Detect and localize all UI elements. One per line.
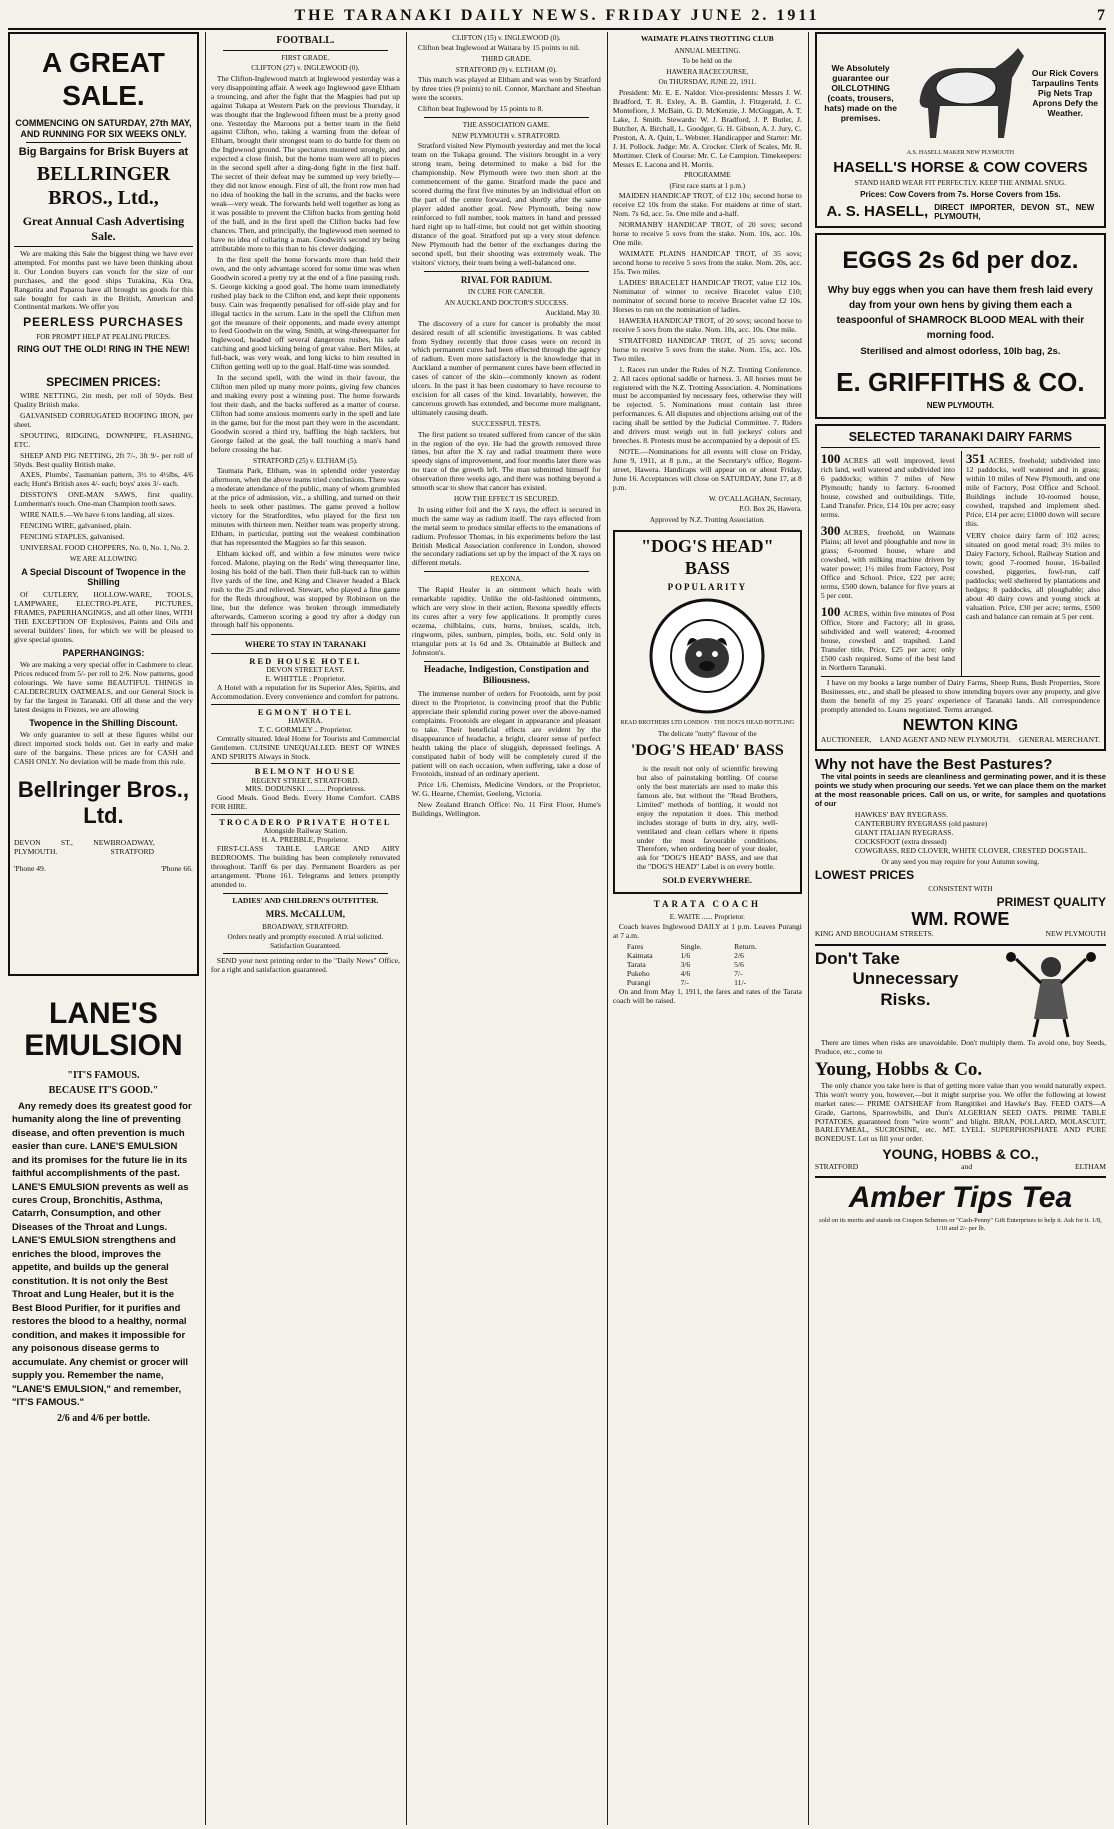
fares-cell: Purangi bbox=[626, 978, 651, 988]
race-item: NORMANBY HANDICAP TROT, of 20 sovs; second horse to receive 5 sovs from the stake. Nom. 10s, acc. 10s. One mile. bbox=[612, 220, 802, 248]
outfitter-address: BROADWAY, STRATFORD. bbox=[262, 922, 349, 931]
successful-tests-heading: SUCCESSFUL TESTS. bbox=[471, 420, 541, 429]
fares-row bbox=[627, 970, 788, 979]
rexona-heading: REXONA. bbox=[490, 575, 523, 584]
fares-cell: 7/- bbox=[680, 978, 689, 988]
young-hobbs-name: Young, Hobbs & Co. bbox=[814, 1059, 983, 1081]
farms-note: I have on my books a large number of Dairy Farms, Sheep Runs, Bush Properties, Store Businesses, etc., and shall be pleased to show intending buyers over any property, and give them the benefit of my 25 years' experience of Taranaki lands. All correspondence promptly attended to. Loans negotiated. Terms arranged. bbox=[820, 678, 1100, 714]
farm-listing bbox=[966, 451, 1100, 529]
radium-body-2: The first patient so treated suffered from cancer of the skin in the region of the eye. He had the growth removed three times, but after the X ray and radial treatment there were speedy signs of improvement, and four months later there was no trace of the growth left. The man submitted himself for observation three weeks ago, and there was nothing beyond a smooth scar to show that cancer has existed. bbox=[411, 429, 601, 493]
twopence-heading: Twopence in the Shilling Discount. bbox=[29, 717, 178, 728]
effect-body: In using either foil and the X rays, the effect is secured in much the same way as radium itself. The rays effected from the metal seem to produce similar effects to the emanations of radium. Professor Thomas, in his experiments before the last British Medical Association conference in London, showed the secondary radiations set up by the impact of the X rays on different metals. bbox=[411, 504, 601, 568]
trotting-officials: President: Mr. E. E. Naldor. Vice-presidents: Messrs J. W. Bradford, T. R. Exley, A. B. Gamlin, J. Fitzgerald, J. C. Montefiore, J. McBain, G. D. McKenzie, J. McGuggan, A. T. Lake, J. Smith. Stewards: W. J. Bradford, J. P. Butler, J. Butcher, A. Birchall, L. Goodger, G. H. Gibson, A. J. Jury, C. Preston, A. A. Quin, L. Webster. Handicapper and Starter: Mr. J. H. Pollock. Judge: Mr. A. Crocker. Clerk of Scales, Mr. R. Mortimer. Clerk of Course: Mr. C. Le Campion. Timekeepers: Messrs E. Lacona and H. Morris. bbox=[612, 87, 802, 169]
address-new-plymouth: DEVON ST., NEW PLYMOUTH. bbox=[14, 838, 111, 857]
bellringer-ad bbox=[8, 32, 199, 976]
trotting-rules: 1. Races run under the Rules of N.Z. Trotting Conference. 2. All races optional saddle or harness. 3. All horses must be registered with the N.Z. Trotting Association. 4. Nominations must be accompanied by necessary fees, otherwise they will be rejected. 5. Nominations must contain last three performances. 6. All disputes and objections arising out of the racing shall be settled by the Judicial Committee. 7. Riders and drivers must weigh out in full jockeys' colors and breeches. 8. Protests must be accompanied by a deposit of £5. bbox=[612, 364, 802, 446]
hotel-address: DEVON STREET EAST. bbox=[266, 664, 345, 674]
bass-ad bbox=[613, 530, 802, 894]
farm-text: ACRES, freehold; subdivided into 12 paddocks, well watered and in grass; within 10 miles of New Plymouth, and one mile of Factory, Post Office and School. Buildings include 10-roomed house, cowshed, trapshed and implement shed. Price, £14 per acre; £1000 down will secure this. bbox=[965, 455, 1100, 528]
coach-body: Coach leaves Inglewood DAILY at 1 p.m. Leaves Purangi at 7 a.m. bbox=[612, 922, 802, 941]
rowe-ad bbox=[815, 756, 1106, 940]
race-item: WAIMATE PLAINS HANDICAP TROT, of 35 sovs; second horse to receive 5 sovs from the stake. Nom. 20s, acc. 15s. Two miles. bbox=[612, 249, 802, 277]
primest-quality: PRIMEST QUALITY bbox=[996, 895, 1106, 910]
fares-cell: 5/6 bbox=[734, 960, 744, 970]
fares-row bbox=[627, 952, 788, 961]
trotting-po-box: P.O. Box 26, Hawera. bbox=[739, 505, 802, 514]
emulsion-name: EMULSION bbox=[24, 1029, 183, 1062]
young-hobbs-ad bbox=[815, 944, 1106, 1171]
hotel-entry bbox=[211, 814, 400, 890]
dogs-head-logo-icon bbox=[647, 596, 767, 716]
phone-new-plymouth: 'Phone 49. bbox=[14, 864, 46, 874]
lanes-body: Any remedy does its greatest good for humanity along the line of preventing disease, and often prevention is much easier than cure. LANE'S EMULSION and its promises for the future lie in its faithful accomplishments of the past. LANE'S EMULSION prevents as well as cures Croup, Bronchitis, Asthma, Catarrh, Consumption, and other Diseases of the Throat and Lungs. LANE'S EMULSION strengthens and enriches the blood, improves the appetite, and builds up the general constitution. It is not only the Best Throat and Lung Healer, but it is the Best Blood Purifier, for it purifies and restores the blood to a healthy, normal condition, and makes it impossible for any poisonous disease germs to accumulate. Any chemist or grocer will supply you. Remember the name, "LANE'S EMULSION," and remember, "IT'S FAMOUS." bbox=[12, 1100, 192, 1409]
seed-list bbox=[815, 811, 1106, 856]
dairy-farms-ad bbox=[815, 424, 1106, 750]
fares-header-cell: Return. bbox=[734, 942, 757, 952]
young-hobbs-name-2: YOUNG, HOBBS & CO., bbox=[882, 1146, 1039, 1163]
headache-price: Price 1/6. Chemists, Medicine Vendors, or the Proprietor, W. G. Hearne, Chemist, Geelong, Victoria. bbox=[411, 780, 601, 799]
col3-m5-body: This match was played at Eltham and was won by Stratford by three tries (9 points) to nil. Connor, Marchant and Sheehan were the scorers. bbox=[411, 75, 601, 103]
sale-bargains: Big Bargains for Brisk Buyers at bbox=[18, 146, 189, 159]
lanes-because: BECAUSE IT'S GOOD." bbox=[48, 1084, 159, 1096]
fares-cell: 1/6 bbox=[680, 951, 691, 961]
football-body-2: In the first spell the home forwards more than held their own, and the only advantage scored for some time was when Goodwin scored a pretty try at the end of a fine passing rush. S. George kicking a good goal. The home team immediately rushed play back to the Clifton end, and kept their opponents busy. Cain was frequently penalised for off-side play and for illegal tactics in the scrum. Late in the spell the Clifton men got the measure of their opponents, and made every attempt to feed Goodwin on the wing. Smith, at wing-threequarter for Inglewood, headed off several dangerous rushes, his safe catching and good kicking being of great value. Bert Miles, at full-back, was very weak, and long kicks to him resulted in Clifton getting well up to the goal. Half-time was sounded. bbox=[210, 254, 400, 372]
newton-titles bbox=[821, 736, 1100, 745]
hasell-address: DIRECT IMPORTER, DEVON ST., NEW PLYMOUTH, bbox=[934, 202, 1095, 222]
match-stratford-eltham: STRATFORD (25) v. ELTHAM (5). bbox=[253, 456, 358, 465]
rexona-body: The Rapid Healer is an ointment which heals with remarkable rapidity. Unlike the old-fashioned ointments, which are very slow in their action, Rexona speedily effects its cures after a very few applications. It promptly cures eczema, chilblains, cuts, burns, bruises, scalds, itch, ringworm, piles, sunburn, pimples, boils, etc. Sold only in triangular pots at 1s 6d and 3s. Obtainable at Bulleck and Johnston's. bbox=[411, 584, 601, 657]
fares-cell: 4/6 bbox=[680, 969, 691, 979]
headache-heading: Headache, Indigestion, Constipation and Biliousness. bbox=[423, 664, 589, 686]
sale-intro: We are making this Sale the biggest thing we have ever attempted. For months past we have been thinking about it. Our London buyers can vouch for the size of our purchases, and the good ships Turakina, Kia Ora, Rangatira and Paparoa have all brought us goods for this sale bought for cash in the British, American and Continental markets. We offer you bbox=[14, 248, 193, 312]
pastures-body: The vital points in seeds are cleanliness and germinating power, and it is these points we study when procuring our seeds. Yet we can place them on the market at the most reasonable prices. Call on us, or write, for samples and quotations of our bbox=[814, 772, 1106, 809]
column-5 bbox=[808, 32, 1106, 1825]
radium-dateline: Auckland, May 30. bbox=[545, 309, 601, 318]
newton-merchant: GENERAL MERCHANT. bbox=[1018, 734, 1100, 744]
seeds-note: Or any seed you may require for your Autumn sowing. bbox=[881, 857, 1040, 866]
hotel-proprietor: MRS. DODUNSKI .......... Proprietress. bbox=[245, 784, 366, 794]
newton-auctioneer: AUCTIONEER, bbox=[820, 734, 872, 744]
fares-header-cell: Single. bbox=[680, 942, 702, 952]
effect-heading: HOW THE EFFECT IS SECURED. bbox=[453, 495, 559, 504]
farms-heading: SELECTED TARANAKI DAIRY FARMS bbox=[821, 430, 1100, 448]
race-item: MAIDEN HANDICAP TROT, of £12 10s; second horse to receive £2 10s from the stake. For maidens at time of start. Nom. 7s 6d, acc. 5s. One mile and a-half. bbox=[612, 191, 802, 219]
price-item: GALVANISED CORRUGATED ROOFING IRON, per sheet. bbox=[14, 410, 193, 429]
hotel-proprietor: H. A. PREBBLE, Proprietor. bbox=[261, 835, 350, 845]
hotel-entry bbox=[211, 653, 400, 702]
eggs-sub: Sterilised and almost odorless, 10lb bag, 2s. bbox=[860, 345, 1061, 357]
printing-notice: SEND your next printing order to the "Daily News" Office, for a right and satisfaction guaranteed. bbox=[210, 956, 400, 974]
ring-out: RING OUT THE OLD! RING IN THE NEW! bbox=[17, 344, 190, 355]
race-item: HAWERA HANDICAP TROT, of 20 sovs; second horse to receive 5 sovs from the stake. Nom. 10s, acc. 10s. One mile. bbox=[612, 315, 802, 334]
price-item: FENCING WIRE, galvanised, plain. bbox=[20, 521, 132, 531]
price-item: UNIVERSAL FOOD CHOPPERS, No. 0, No. 1, No. 2. bbox=[20, 543, 190, 553]
consistent-with: CONSISTENT WITH bbox=[928, 884, 993, 893]
radium-sub-1: IN CURE FOR CANCER. bbox=[467, 288, 545, 297]
hotel-body: A Hotel with a reputation for its Superior Ales, Spirits, and Accommodation. Every convenience and comfort for patrons. bbox=[210, 682, 400, 701]
trotting-club-heading: WAIMATE PLAINS TROTTING CLUB bbox=[640, 34, 774, 43]
amber-tips-note: sold on its merits and stands on Coupon Schemes or "Cash-Penny" Gift Enterprises to help it. Ask for it. 1/8, 1/10 and 2/- per lb. bbox=[819, 1217, 1102, 1232]
griffiths-name: E. GRIFFITHS & CO. bbox=[836, 367, 1085, 398]
trotting-secretary: W. O'CALLAGHAN, Secretary, bbox=[708, 494, 802, 503]
bass-popularity: POPULARITY bbox=[667, 581, 748, 592]
radium-body: The discovery of a cure for cancer is probably the most desired result of all scientific investigations. It was cabled from Sydney recently that three cases were on record in which permanent cures had been effected through the agency of radium. Even more satisfactory is the knowledge that in Auckland a number of permanent cures have been effected in cases of cancer of the skin—commonly known as rodent ulcers. In the past it has been customary to have recourse to excision for all cases of the kind. Invariably, however, the cancerous growth has extended, and become more malignant, ultimately causing death. bbox=[411, 318, 601, 418]
first-grade-heading: FIRST GRADE. bbox=[281, 53, 330, 62]
hasell-ad bbox=[815, 32, 1106, 228]
hotels-heading: WHERE TO STAY IN TARANAKI bbox=[244, 640, 367, 650]
lanes-price: 2/6 and 4/6 per bottle. bbox=[57, 1412, 150, 1424]
seed-item: CANTERBURY RYEGRASS (old pasture) bbox=[854, 819, 988, 829]
farm-text: ACRES, within five minutes of Post Office, Store and Factory; all in grass, subdivided and well watered; 4-roomed house, cowshed and trapshed. Land Transfer title. Price, £25 per acre; only £500 cash required. Some of the best land in Northern Taranaki. bbox=[820, 608, 955, 673]
price-item: WIRE NAILS.—We have 6 tons landing, all sizes. bbox=[20, 510, 175, 520]
risks-line-2: Unnecessary bbox=[852, 969, 959, 989]
first-race-note: (First race starts at 1 p.m.) bbox=[669, 181, 746, 190]
hotel-name: RED HOUSE HOTEL bbox=[249, 655, 362, 666]
trotting-date: On THURSDAY, JUNE 22, 1911. bbox=[658, 78, 757, 87]
wm-rowe: WM. ROWE bbox=[911, 909, 1010, 930]
rowe-address-row bbox=[815, 930, 1106, 939]
terms-body: We only guarantee to sell at these figures whilst our direct imported stock holds out. Get in early and make sure of the bargains. These prices are for CASH and CASH ONLY. No deviation will be made from this rule. bbox=[14, 730, 193, 767]
griffiths-ad bbox=[815, 233, 1106, 420]
fares-table bbox=[613, 943, 802, 988]
column-1 bbox=[8, 32, 199, 1825]
price-list bbox=[14, 392, 193, 553]
risks-body: There are times when risks are unavoidable. Don't multiply them. To avoid one, buy Seeds, Produce, etc., come to bbox=[814, 1038, 1106, 1057]
bass-sold: SOLD EVERYWHERE. bbox=[662, 875, 753, 886]
column-3 bbox=[406, 32, 601, 1825]
coach-note: On and from May 1, 1911, the fares and rates of the Tarata coach will be raised. bbox=[612, 987, 802, 1006]
amber-tips-heading: Amber Tips Tea bbox=[848, 1180, 1073, 1214]
address-stratford: BROADWAY, STRATFORD bbox=[110, 838, 155, 857]
hasell-sub: STAND HARD WEAR FIT PERFECTLY. KEEP THE ANIMAL SNUG. bbox=[854, 178, 1067, 187]
eggs-body: Why buy eggs when you can have them fresh laid every day from your own hens by giving them each a teaspoonful of SHAMROCK BLOOD MEAL with their morning food. bbox=[827, 284, 1093, 341]
farm-acres: 300 bbox=[820, 522, 841, 538]
farm-text: ACRES all well improved, level rich land, well watered and subdivided into 6 paddocks; within 7 miles of New Plymouth; handy to factory. 6-roomed house, cowshed and outbuildings. Title, Land Transfer. Price, £14 10s per acre; easy terms. bbox=[820, 455, 955, 520]
farm-acres: 100 bbox=[820, 603, 841, 619]
fares-cell: 7/- bbox=[734, 969, 743, 979]
town-and: and bbox=[961, 1161, 973, 1171]
outfitter-heading: LADIES' AND CHILDREN'S OUTFITTER. bbox=[232, 896, 379, 905]
eggs-heading: EGGS 2s 6d per doz. bbox=[842, 246, 1079, 274]
sale-type: Great Annual Cash Advertising Sale. bbox=[14, 214, 193, 246]
trotting-approved: Approved by N.Z. Trotting Association. bbox=[649, 515, 765, 524]
lanes-emulsion-ad bbox=[8, 981, 199, 1430]
lanes-name: LANE'S bbox=[49, 997, 158, 1030]
column-2 bbox=[205, 32, 400, 1825]
fares-cell: 3/6 bbox=[680, 960, 691, 970]
hasell-prices: Prices: Cow Covers from 7s. Horse Covers from 15s. bbox=[860, 190, 1061, 200]
hotel-proprietor: E. WHITTLE : Proprietor. bbox=[265, 673, 346, 683]
farm-listing bbox=[821, 523, 955, 601]
hotel-body: Centrally situated. Ideal Home for Tourists and Commercial Gentlemen. CUISINE UNEQUALLED. BEST OF WINES AND SPIRITS Always in Stock. bbox=[210, 733, 400, 761]
bass-body: is the result not only of scientific brewing but also of painstaking bottling. Of course only the best materials are used to make this famous ale, but without the "Read Brothers, Limited" methods of bottling, it would not enjoy the reputation it does. This method includes storage of butts in dry, airy, well-ventilated and clean cellars where it ripens under the most favourable conditions. Therefore, when ordering beer of your dealer, ask for "DOG'S HEAD" BASS, and see that the "DOG'S HEAD" Label is on every bottle. bbox=[636, 763, 778, 872]
hotel-entry bbox=[211, 704, 400, 762]
amber-tips-ad bbox=[815, 1176, 1106, 1233]
horse-label: A.S. HASELL MAKER NEW PLYMOUTH bbox=[906, 150, 1015, 156]
bass-bottling-text: READ BROTHERS LTD LONDON · THE DOG'S HEAD BOTTLING bbox=[620, 720, 795, 727]
phones bbox=[14, 865, 193, 874]
col3-top-body: Clifton beat Inglewood at Waitara by 15 points to nil. bbox=[417, 43, 580, 53]
outfitter-body: Orders neatly and promptly executed. A trial solicited. Satisfaction Guaranteed. bbox=[227, 933, 384, 950]
sale-headline: A GREAT SALE. bbox=[42, 47, 165, 112]
coach-proprietor: E. WAITE ...... Proprietor. bbox=[669, 912, 745, 921]
seed-item: COWGRASS, RED CLOVER, WHITE CLOVER, CRESTED DOGSTAIL. bbox=[854, 845, 1088, 855]
hotels-section bbox=[211, 634, 400, 974]
paperhangings-body: We are making a very special offer in Cashmere to clear. Prices reduced from 5/- per roll to 2/6. Now patterns, good colourings. We have some BEAUTIFUL THINGS in CALDERCRUIX OATMEALS, and our General Stock is by far the largest in Taranaki. Off all these and the very latest designs in Friezes, we are allowing bbox=[14, 660, 193, 714]
price-item: DISSTON'S ONE-MAN SAWS, first quality. Lumberman's touch. One-man Champion tooth saws. bbox=[14, 490, 193, 509]
price-item: SPOUTING, RIDGING, DOWNPIPE, FLASHING, ETC. bbox=[14, 430, 193, 449]
bass-nutty: The delicate "nutty" flavour of the bbox=[657, 729, 757, 738]
discount-heading: A Special Discount of Twopence in the Shilling bbox=[21, 566, 186, 588]
page-number: 7 bbox=[1097, 7, 1106, 24]
phone-stratford: 'Phone 66. bbox=[161, 864, 193, 874]
col3-m6-body: Clifton beat Inglewood by 15 points to 8. bbox=[417, 104, 544, 114]
town-stratford: STRATFORD bbox=[814, 1161, 859, 1171]
rowe-town: NEW PLYMOUTH bbox=[1045, 929, 1106, 939]
pastures-heading: Why not have the Best Pastures? bbox=[814, 755, 1053, 773]
race-item: STRATFORD HANDICAP TROT, of 25 sovs; second horse to receive 5 sovs from the stake. Nom. 15s, acc. 10s. Two miles. bbox=[612, 335, 802, 363]
price-item: FENCING STAPLES, galvanised. bbox=[20, 532, 125, 542]
masthead-title: THE TARANAKI DAILY NEWS. FRIDAY JUNE 2. 1911 bbox=[294, 7, 820, 24]
headache-body: The immense number of orders for Frootoids, sent by post direct to the Proprietor, is convincing proof that the Public appreciate their splendid curing power over the above-named complaints. Frootoids are elegant in appearance and pleasant to take. Their beneficial effects are evident by the disappearance of headache, a bright, clearer sense of perfect health taking the place of sluggish, depressed feelings. A constipated habit of body will be completely cured if the patient will on each occasion, when suffering, take a dose of Frootoids, instead of an ordinary aperient. bbox=[411, 688, 601, 779]
match-clifton-inglewood-2: CLIFTON (15) v. INGLEWOOD (0). bbox=[452, 34, 561, 42]
hotel-name: BELMONT HOUSE bbox=[254, 766, 356, 777]
seed-item: GIANT ITALIAN RYEGRASS. bbox=[854, 828, 954, 838]
specimen-heading: SPECIMEN PRICES: bbox=[46, 374, 161, 389]
risks-line-1: Don't Take bbox=[814, 949, 900, 969]
fares-cell: Kaimata bbox=[626, 951, 653, 961]
association-body: Stratford visited New Plymouth yesterday and met the local team on the Tukapa ground. The visitors brought in a very strong team, being determined to make a bid for the championship. New Plymouth were two men short at the commencement of the game. Stratford made the pace and scored during the first five minutes by an individual effort on the part of the centre forward, and shortly after the same player added another goal. New Plymouth, being now reinforced to full number, took matters in hand and pressed hard right up to half-time, but could not get within shooting distance of the goal. Stratford put up a very stout defence. New Plymouth had the better of the exchanges during the second spell, but their shooting was extremely weak. The visitors' victory, their team being a well-balanced one. bbox=[411, 141, 601, 267]
match-clifton-inglewood: CLIFTON (27) v. INGLEWOOD (0). bbox=[251, 64, 360, 73]
lowest-prices: LOWEST PRICES bbox=[814, 868, 915, 883]
hotel-entry bbox=[211, 763, 400, 812]
association-match: NEW PLYMOUTH v. STRATFORD. bbox=[452, 131, 561, 140]
football-body-4: Taumata Park, Eltham, was in splendid order yesterday afternoon, when the above teams tried conclusions. There was a moderate attendance of the public, many of whom grumbled at the price of admission, viz., a shilling, and turned on their heels to seek other pastimes. The game proved a hollow victory for the Stratfordites, who played for the first ten minutes with thirteen men. Neither team was properly strong. Eltham, in particular, putting out the weakest combination that has represented the Magpies so far this season. bbox=[210, 466, 400, 547]
firm-name-footer: Bellringer Bros., Ltd. bbox=[17, 777, 190, 829]
young-hobbs-body: The only chance you take here is that of getting more value than you would naturally expect. This won't worry you, however,—but it might surprise you. We offer the following at lowest market rates:— PRIME OATSHEAF from Rangitikei and Hawke's Bay. FEED OATS—A Grade, Gartons, Sparrowbills, and Dun's ALGERIAN SEED OATS. PRIME TABLE POTATOES, guaranteed from "wire worm" and blight. BRAN, POLLARD, MOLASCUIT, BARLEYMEAL, SUCROSINE, etc. MT. LYELL SUPERPHOSPHATE AND PURE BONEDUST. Let us fill your order. bbox=[814, 1080, 1106, 1144]
fares-cell: Tarata bbox=[626, 960, 646, 970]
football-body-1: The Clifton-Inglewood match at Inglewood yesterday was a very disappointing affair. A week ago Inglewood gave Eltham a trouncing, and after the fight that the Magpies had put up against Tukapa at Western Park on the previous Thursday, it was thought that the Inglewood fifteen must be a pretty good one. Yesterday the Maroons put a better team in the field against Clifton, who, taking a warning from the defeat of Eltham, brought their strongest team to do battle for them on the Inglewood ground. The spectators mustered strongly, and expected a close finish, but the home team were all to pieces in the second spell after a ding-dong fight in the first half. The secret of their defeat may be summed up very briefly—they did not know enough. First of all, the front row men had no idea of hooking the ball in the scrums, and the backs were weak—very weak. The forwards held well together as long as it was possible to prevent the Clifton backs from getting hold of the ball, and in the first spell the Clifton backs had few chances. Then, and principally, the Inglewood men seemed to have no idea of collaring a man. Goodwin's second try being attributable more to this than to his clever dodging. bbox=[210, 73, 400, 253]
hotel-list bbox=[211, 653, 400, 890]
horse-cover-icon bbox=[900, 38, 1030, 148]
bass-logo bbox=[619, 596, 796, 716]
fares-row bbox=[627, 961, 788, 970]
radium-heading: RIVAL FOR RADIUM. bbox=[460, 274, 552, 285]
farm-acres: 351 bbox=[965, 450, 986, 466]
allowing-label: WE ARE ALLOWING bbox=[69, 555, 137, 564]
sale-dates: COMMENCING ON SATURDAY, 27th MAY, AND RUNNING FOR SIX WEEKS ONLY. bbox=[15, 118, 192, 139]
hotel-name: EGMONT HOTEL bbox=[257, 706, 353, 717]
price-item: WIRE NETTING, 2in mesh, per roll of 50yds. Best Quality British make. bbox=[14, 390, 193, 409]
trotting-meeting: ANNUAL MEETING. bbox=[674, 46, 741, 55]
hotel-proprietor: T. C. GORMLEY .. Proprietor. bbox=[258, 724, 353, 734]
farms-left-column bbox=[821, 451, 955, 676]
association-heading: THE ASSOCIATION GAME. bbox=[462, 121, 550, 130]
match-stratford-eltham-2: STRATFORD (9) v. ELTHAM (0). bbox=[455, 65, 557, 74]
young-hobbs-towns bbox=[815, 1163, 1106, 1172]
third-grade-heading: THIRD GRADE. bbox=[481, 55, 532, 64]
programme-heading: PROGRAMME bbox=[684, 171, 731, 180]
trotting-note: NOTE.—Nominations for all events will close on Friday, June 9, 1911, at 8 p.m., at the Secretary's office, Regent-street, Hawera. Handicaps will appear on or about Friday, June 16. Acceptances will close on SATURDAY, June 17, at 8 p.m. bbox=[612, 447, 802, 492]
fares-cell: 2/6 bbox=[734, 951, 744, 961]
hotel-body: FIRST-CLASS TABLE. LARGE AND AIRY BEDROOMS. The building has been completely renovated throughout. Tariff 6s per day. Permanent Boarders as per arrangement. 'Phone 161. Telegrams and letters promptly attended to. bbox=[210, 844, 400, 890]
farm-listing bbox=[966, 532, 1100, 622]
farm-listing bbox=[821, 604, 955, 673]
farm-listing bbox=[821, 451, 955, 520]
peerless-sub: FOR PROMPT HELP AT PEALING PRICES. bbox=[36, 332, 171, 341]
rowe-address: KING AND BROUGHAM STREETS. bbox=[814, 929, 934, 939]
farm-text: ACRES, freehold, on Waimate Plains; all level and ploughable and now in grass; 6-roomed house, whare and cowshed, with milking machine driven by water power; 1½ miles from Factory, Post Office and School. Price, £22 per acre; terms, £500 down, balance for five years at 5 per cent. bbox=[820, 527, 955, 601]
paperhangings-heading: PAPERHANGINGS: bbox=[62, 647, 145, 658]
seed-item: HAWKES' BAY RYEGRASS. bbox=[854, 810, 949, 820]
price-item: SHEEP AND PIG NETTING, 2ft 7/-, 3ft 9/- per roll of 50yds. Best quality British make. bbox=[14, 450, 193, 469]
masthead bbox=[8, 4, 1106, 30]
football-body-5: Eltham kicked off, and within a few minutes were twice forced. Malone, playing on the Reds' wing threequarter line, losing his hold of the ball. Then their full-back ran to within five yards of the line, and King and Cleaver headed a Black rush to the 25 and relieved. Stewart, who played a fine game for the Reds throughout, was stopped by Robinson on the line, but the defence was broken through immediately afterwards, Cameron scoring a good try after a dodgy run through half his opponents. bbox=[210, 548, 400, 630]
griffiths-town: NEW PLYMOUTH. bbox=[926, 400, 995, 410]
hotel-address: REGENT STREET, STRATFORD. bbox=[251, 775, 360, 785]
hasell-covers-list: Our Rick Covers Tarpaulins Tents Pig Nets Trap Aprons Defy the Weather. bbox=[1031, 67, 1099, 119]
price-item: AXES, Plumbs', Tasmanian pattern, 3½ to 4½lbs, 4/6 each; Hunt's British axes 4/- each; boys' axes 3/- each. bbox=[14, 470, 193, 489]
addresses bbox=[14, 839, 193, 857]
hasell-firm: A. S. HASELL, bbox=[826, 203, 929, 221]
hotel-address: HAWERA. bbox=[288, 715, 323, 725]
farms-right-column bbox=[961, 451, 1100, 676]
farm-text: VERY choice dairy farm of 102 acres; situated on good metal road; 3½ miles to Dairy Factory, School, Railway Station and town; good 7-roomed house, 16-bailed cowshed, piggeries, fowl-run, calf paddocks; well sheltered by plantations and hedges; 8 paddocks, all ploughable; also about 40 dairy cows and young stock at valuation. Price, £30 per acre; terms, £500 cash and balance can remain at 5 per cent. bbox=[965, 530, 1100, 621]
fares-cell: 11/- bbox=[734, 978, 747, 988]
firm-name: BELLRINGER BROS., Ltd., bbox=[36, 163, 171, 209]
fares-cell: Pukeho bbox=[626, 969, 650, 979]
hasell-guarantee: We Absolutely guarantee our OILCLOTHING (coats, trousers, hats) made on the premises. bbox=[824, 62, 897, 124]
juggler-icon bbox=[996, 949, 1106, 1039]
hotel-address: Alongside Railway Station. bbox=[263, 826, 348, 836]
coach-heading: TARATA COACH bbox=[653, 899, 761, 910]
bass-heading-2: 'DOG'S HEAD' BASS bbox=[630, 742, 784, 760]
farm-acres: 100 bbox=[820, 450, 841, 466]
hotel-name: TROCADERO PRIVATE HOTEL bbox=[219, 817, 392, 828]
column-4 bbox=[607, 32, 802, 1825]
newton-king: NEWTON KING bbox=[902, 716, 1019, 734]
fares-header-cell: Fares bbox=[626, 942, 644, 952]
race-list bbox=[613, 192, 802, 363]
discount-body: Of CUTLERY, HOLLOW-WARE, TOOLS, LAMPWARE, ELECTRO-PLATE, PICTURES, FRAMES, PAPERHANGINGS, and all other lines, WITH THE EXCEPTION OF Explosives, Paints and Oils and several builders' lines, for which we will be pleased to give special quotes. bbox=[14, 589, 193, 644]
lanes-famous: "IT'S FAMOUS. bbox=[67, 1070, 140, 1081]
peerless-heading: PEERLESS PURCHASES bbox=[23, 315, 184, 330]
radium-sub-2: AN AUCKLAND DOCTOR'S SUCCESS. bbox=[444, 298, 569, 307]
town-eltham: ELTHAM bbox=[1075, 1161, 1106, 1171]
risks-line-3: Risks. bbox=[880, 989, 931, 1009]
hasell-heading: HASELL'S HORSE & COW COVERS bbox=[833, 159, 1088, 177]
trotting-to-be-held: To be held on the bbox=[682, 57, 733, 66]
headache-branch: New Zealand Branch Office: No. 11 First Floor, Hume's Buildings, Wellington. bbox=[411, 800, 601, 819]
race-item: LADIES' BRACELET HANDICAP TROT, value £12 10s. Nominator of winner to receive Bracelet value £10; nominator of second horse to receive Bracelet value £2 10s. Horses to run on the nomination of ladies. bbox=[612, 278, 802, 314]
bass-heading: "DOG'S HEAD" BASS bbox=[641, 536, 774, 578]
outfitter-name: MRS. McCALLUM, bbox=[265, 908, 346, 919]
newton-land-agent: LAND AGENT AND NEW PLYMOUTH. bbox=[879, 734, 1011, 744]
seed-item: COCKSFOOT (extra dressed) bbox=[854, 837, 947, 847]
football-body-3: In the second spell, with the wind in their favour, the Clifton men piled up many more points, giving few chances and making every post a winning post. The home forwards lost their dash, and the backs suffered as a matter of course. Clifton had some anxious moments early in the spell and late in the game, but for the most part they were in the ascendant. Goodwin scored a third try, baffling the high tacklers, but George failed at the goal, the ball touching a man's hand before crossing the bar. bbox=[210, 373, 400, 454]
football-heading: FOOTBALL. bbox=[276, 35, 335, 46]
hotel-body: Good Meals. Good Beds. Every Home Comfort. CABS FOR HIRE. bbox=[210, 793, 400, 812]
trotting-course: HAWERA RACECOURSE, bbox=[666, 67, 749, 76]
